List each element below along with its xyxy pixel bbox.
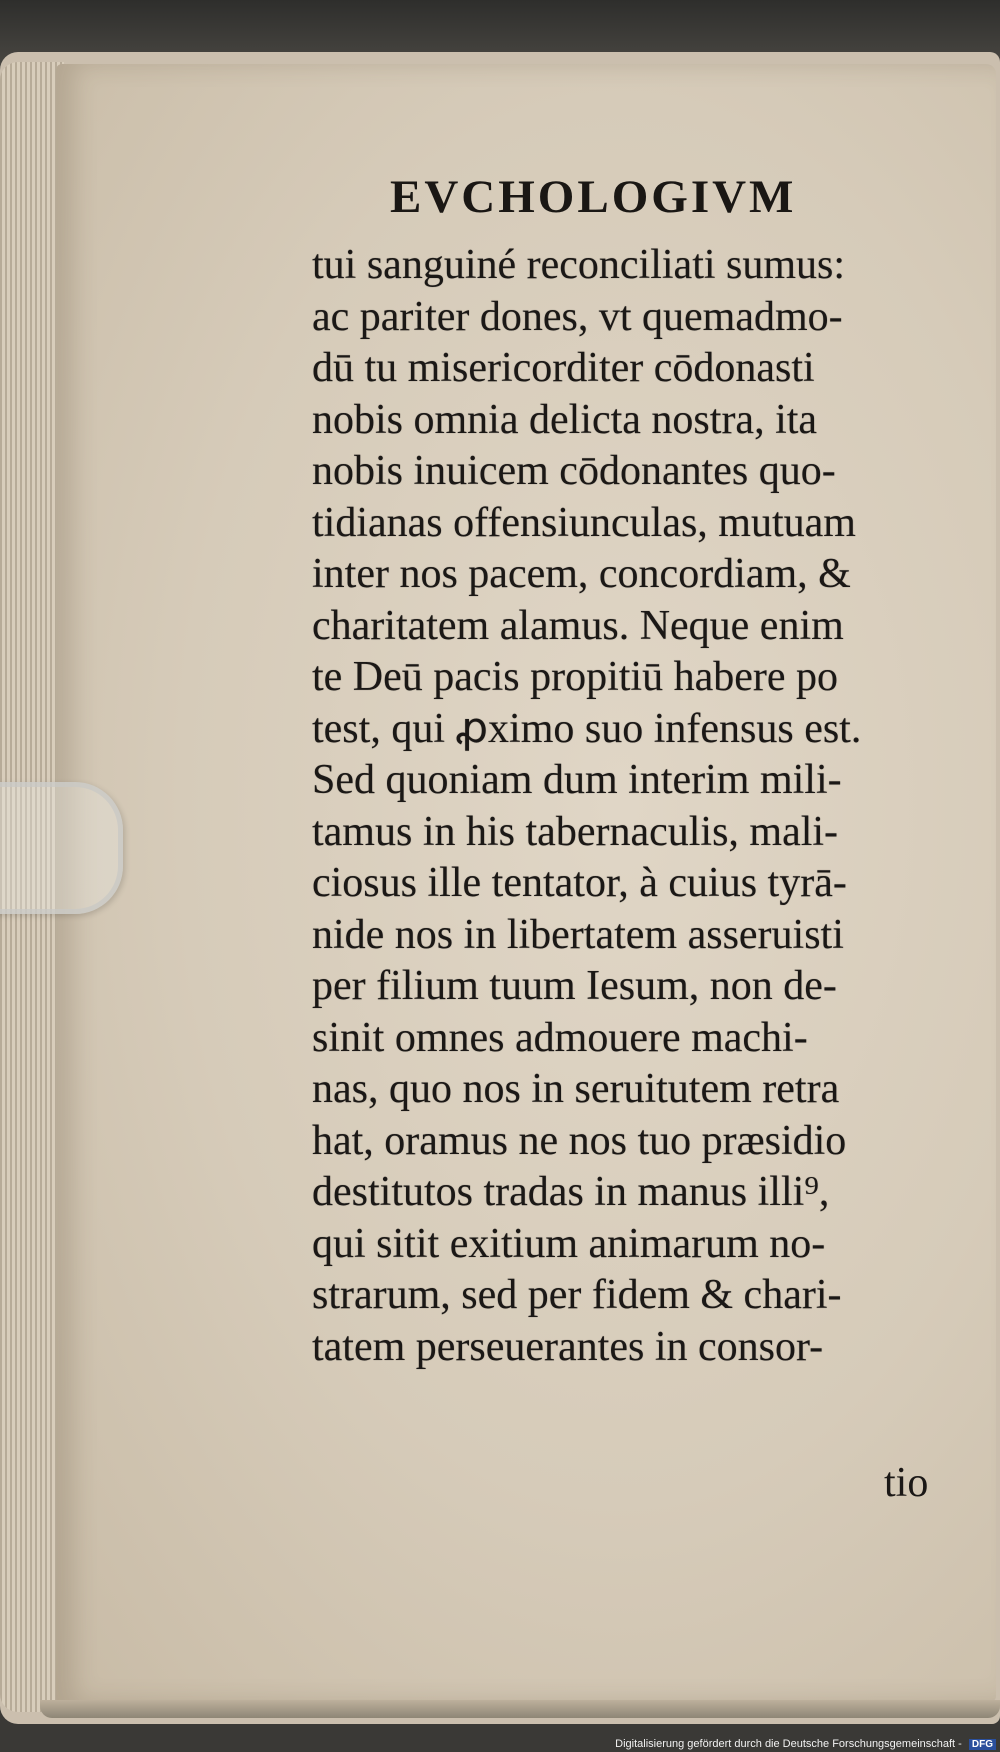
text-line: nobis inuicem cōdonantes quo- (312, 448, 836, 494)
text-line: per filium tuum Iesum, non de- (312, 963, 837, 1009)
text-line: nobis omnia delicta nostra, ita (312, 396, 818, 443)
text-line: charitatem alamus. Neque enim (312, 602, 844, 649)
text-line: tui sanguiné reconciliati sumus: (312, 242, 846, 288)
running-head: EVCHOLOGIVM (390, 171, 797, 223)
text-line: tamus in his tabernaculis, mali- (312, 808, 839, 855)
text-line: sinit omnes admouere machi- (312, 1014, 808, 1061)
text-line: qui sitit exitium animarum no- (312, 1220, 826, 1267)
bookmark-clip (0, 782, 123, 914)
dfg-logo: DFG (969, 1739, 996, 1750)
catchword: tio (884, 1460, 929, 1506)
text-line: nas, quo nos in seruitutem retra (312, 1066, 840, 1112)
text-line: hat, oramus ne nos tuo præsidio (312, 1117, 847, 1164)
text-line: nide nos in libertatem asseruisti (312, 911, 844, 958)
footer-credit: Digitalisierung gefördert durch die Deutsche Forschungsgemeinschaft - (615, 1738, 962, 1750)
book-bottom-edge (40, 1700, 1000, 1718)
scan-footer (615, 1738, 996, 1750)
text-line: te Deū pacis propitiū habere po (312, 654, 838, 700)
text-line: dū tu misericorditer cōdonasti (312, 345, 815, 391)
text-line: ciosus ille tentator, à cuius tyrā- (312, 860, 847, 906)
text-block (312, 240, 962, 1373)
text-line: destitutos tradas in manus illi⁹, (312, 1169, 830, 1215)
text-line: test, qui ꝓximo suo infensus est. (312, 705, 862, 752)
text-line: Sed quoniam dum interim mili- (312, 757, 842, 803)
text-line: inter nos pacem, concordiam, & (312, 551, 851, 597)
text-line: ac pariter dones, vt quemadmo- (312, 293, 843, 340)
text-line: tidianas offensiunculas, mutuam (312, 499, 856, 546)
text-line: tatem perseuerantes in consor- (312, 1323, 824, 1370)
text-line: strarum, sed per fidem & chari- (312, 1272, 842, 1318)
